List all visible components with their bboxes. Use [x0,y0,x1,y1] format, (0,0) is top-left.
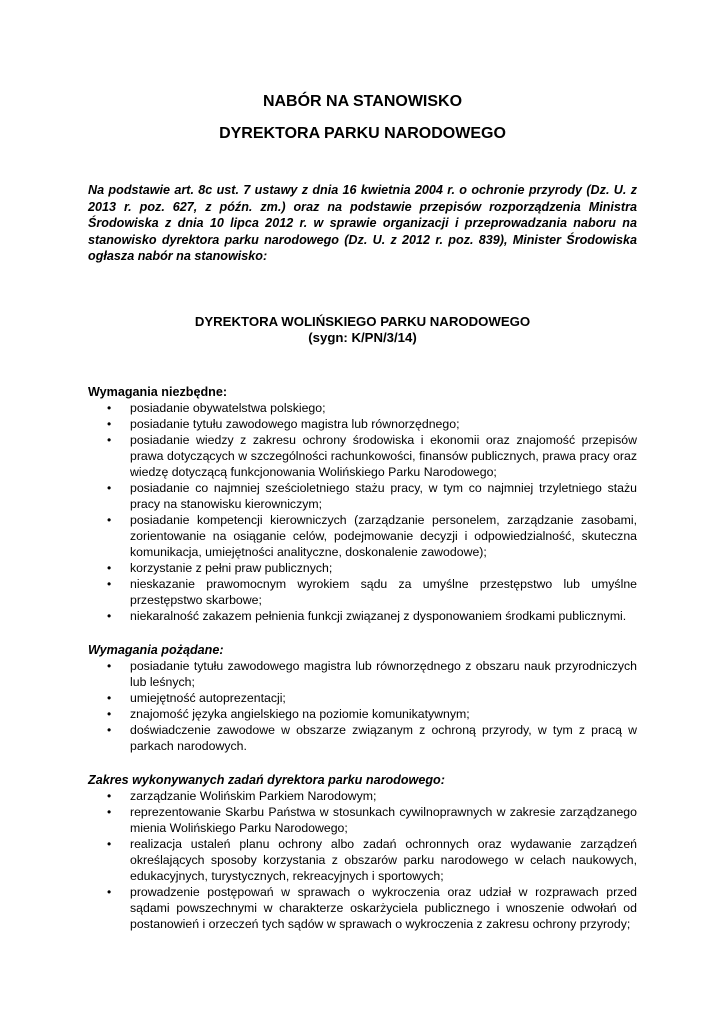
document-title-line-2: DYREKTORA PARKU NARODOWEGO [219,125,506,142]
desired-requirements-list [88,658,637,754]
bullet-icon: • [107,416,112,431]
bullet-icon: • [107,432,112,447]
list-item [107,788,637,804]
bullet-icon: • [107,400,112,415]
list-item [107,722,637,754]
list-item [107,480,637,512]
desired-requirements-heading: Wymagania pożądane: [88,642,224,657]
list-item [107,690,637,706]
list-item-text: umiejętność autoprezentacji; [130,690,286,705]
duties-list [88,788,637,932]
bullet-icon: • [107,884,112,899]
list-item-text: zarządzanie Wolińskim Parkiem Narodowym; [130,788,377,803]
list-item-text: niekaralność zakazem pełnienia funkcji związanej z dysponowaniem środkami publicznymi. [130,608,627,623]
list-item-text: nieskazanie prawomocnym wyrokiem sądu za umyślne przestępstwo lub umyślne przestępstwo skarbowe; [130,576,637,607]
list-item-text: posiadanie tytułu zawodowego magistra lub równorzędnego; [130,416,460,431]
list-item [107,658,637,690]
position-reference: (sygn: K/PN/3/14) [308,329,417,345]
list-item-text: posiadanie tytułu zawodowego magistra lub równorzędnego z obszaru nauk przyrodniczych lub leśnych; [130,658,637,689]
list-item [107,836,637,884]
bullet-icon: • [107,608,112,623]
list-item [107,706,637,722]
bullet-icon: • [107,480,112,495]
list-item [107,400,637,416]
bullet-icon: • [107,690,112,705]
bullet-icon: • [107,512,112,527]
bullet-icon: • [107,658,112,673]
list-item-text: posiadanie kompetencji kierowniczych (zarządzanie personelem, zarządzanie zasobami, zorientowanie na osiąganie celów, podejmowanie decyzji i odpowiedzialność, skuteczna komunikacja, umiejętności analityczne, doskonalenie zawodowe); [130,512,637,559]
list-item [107,560,637,576]
list-item-text: realizacja ustaleń planu ochrony albo zadań ochronnych oraz wydawanie zarządzeń określających sposoby korzystania z obszarów parku narodowego w celach naukowych, edukacyjnych, turystycznych, rekreacyjnych i sportowych; [130,836,637,883]
list-item-text: prowadzenie postępowań w sprawach o wykroczenia oraz udział w rozprawach przed sądami powszechnymi w charakterze oskarżyciela publicznego i wnoszenie odwołań od postanowień i orzeczeń tych sądów w sprawach o wykroczenia z zakresu ochrony przyrody; [130,884,637,931]
list-item [107,512,637,560]
bullet-icon: • [107,788,112,803]
list-item-text: posiadanie wiedzy z zakresu ochrony środowiska i ekonomii oraz znajomość przepisów prawa dotyczących w szczególności rachunkowości, finansów publicznych, prawa pracy oraz wiedzę dotyczącą funkcjonowania Wolińskiego Parku Narodowego; [130,432,637,479]
list-item-text: posiadanie obywatelstwa polskiego; [130,400,326,415]
bullet-icon: • [107,836,112,851]
document-title-line-1: NABÓR NA STANOWISKO [262,93,463,110]
list-item-text: doświadczenie zawodowe w obszarze związanym z ochroną przyrody, w tym z pracą w parkach narodowych. [130,722,637,753]
list-item [107,576,637,608]
mandatory-requirements-heading: Wymagania niezbędne: [88,384,228,399]
bullet-icon: • [107,722,112,737]
intro-paragraph: Na podstawie art. 8c ust. 7 ustawy z dnia 16 kwietnia 2004 r. o ochronie przyrody (Dz. U. z 2013 r. poz. 627, z późn. zm.) oraz na podstawie przepisów rozporządzenia Ministra Środowiska z dnia 10 lipca 2012 r. w sprawie organizacji i przeprowadzania naboru na stanowisko dyrektora parku narodowego (Dz. U. z 2012 r. poz. 839), Minister Środowiska ogłasza nabór na stanowisko: [88,183,637,264]
list-item-text: reprezentowanie Skarbu Państwa w stosunkach cywilnoprawnych w zakresie zarządzanego mienia Wolińskiego Parku Narodowego; [130,804,637,835]
list-item [107,432,637,480]
position-title: DYREKTORA WOLIŃSKIEGO PARKU NARODOWEGO [194,313,531,329]
list-item-text: posiadanie co najmniej sześcioletniego stażu pracy, w tym co najmniej trzyletniego stażu pracy na stanowisku kierowniczym; [130,480,637,511]
list-item [107,608,637,624]
list-item-text: korzystanie z pełni praw publicznych; [130,560,333,575]
position-block [88,314,637,346]
list-item [107,804,637,836]
list-item [107,416,637,432]
mandatory-requirements-list [88,400,637,624]
bullet-icon: • [107,706,112,721]
list-item [107,884,637,932]
bullet-icon: • [107,576,112,591]
duties-heading: Zakres wykonywanych zadań dyrektora parku narodowego: [88,772,445,787]
bullet-icon: • [107,804,112,819]
bullet-icon: • [107,560,112,575]
list-item-text: znajomość języka angielskiego na poziomie komunikatywnym; [130,706,470,721]
